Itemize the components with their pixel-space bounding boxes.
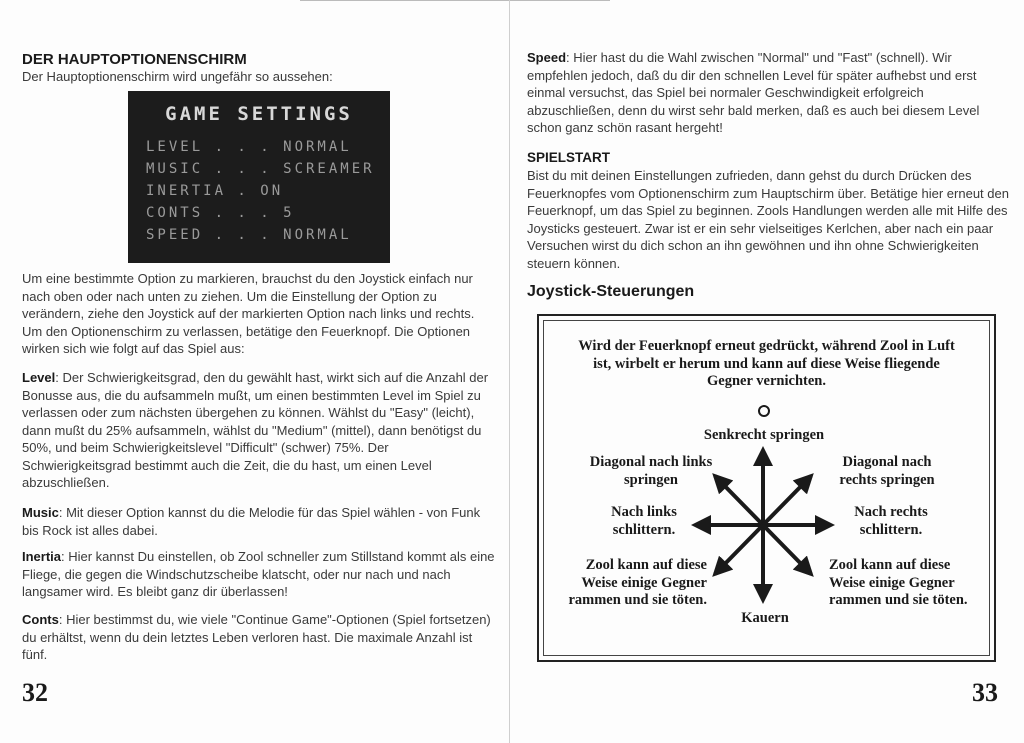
game-screen-line: INERTIA . ON [146,183,284,199]
main-options-heading: DER HAUPTOPTIONENSCHIRM [22,51,247,68]
joystick-diagram [537,314,996,662]
option-text: : Hier bestimmst du, wie viele "Continue Game"-Optionen (Spiel fortsetzen) du erhältst, wenn du dein letztes Leben verloren hast. Die maximale Anzahl ist fünf. [22,612,491,662]
fire-circle-icon [759,406,769,416]
option-text: : Hier hast du die Wahl zwischen "Normal" und "Fast" (schnell). Wir empfehlen jedoch, daß du dir den schnellen Level für später aufhebst und erst einmal versuchst, das Spiel bei normaler Geschwindigkeit erfolgreich abzuschließen, denn du wirst sehr bald merken, daß es auch bei diesem Level schon ganz schön rasant hergeht! [527,50,980,135]
option-conts [22,611,496,664]
arrow-up-right [763,476,811,525]
joystick-heading: Joystick-Steuerungen [527,283,695,300]
arrow-down-right [763,525,811,574]
game-screen-title: GAME SETTINGS [165,103,353,125]
option-term: Inertia [22,549,62,564]
direction-arrows [695,450,831,600]
option-term: Level [22,370,56,385]
label-up-right: Diagonal nach rechts springen [839,454,935,488]
label-left: Nach links schlittern. [611,504,677,538]
label-up: Senkrecht springen [703,427,825,443]
arrow-up-left [715,476,763,525]
game-screen-line: SPEED . . . NORMAL [146,227,352,243]
page-number-left: 32 [22,678,48,707]
option-speed [527,49,1007,137]
label-down-right: Zool kann auf diese Weise einige Gegner rammen und sie töten. [829,557,968,608]
arrow-down-left [715,525,763,574]
option-music [22,504,496,539]
game-screen-line: CONTS . . . 5 [146,205,295,221]
game-screen-line: MUSIC . . . SCREAMER [146,161,375,177]
left-page [0,0,509,743]
label-down: Kauern [741,610,789,626]
option-term: Conts [22,612,59,627]
right-page [510,0,1024,743]
option-text: : Mit dieser Option kannst du die Melodie für das Spiel wählen - von Funk bis Rock ist alles dabei. [22,505,481,538]
page-number-right: 33 [972,678,998,707]
option-term: Music [22,505,59,520]
spielstart-heading: SPIELSTART [527,150,611,165]
label-up-left: Diagonal nach links springen [589,454,713,488]
fire-button-note: Wird der Feuerknopf erneut gedrückt, während Zool in Luft ist, wirbelt er herum und kann auf diese Weise fliegende Gegner vernichten. [578,338,955,389]
option-text: : Der Schwierigkeitsgrad, den du gewählt hast, wirkt sich auf die Anzahl der Bonusse aus, die du aufsammeln mußt, um einen bestimmten Level im Spiel zu verlassen oder zum nächsten übergehen zu können. Wählst du "Easy" (leicht), dann mußt du 25% aufsammeln, wählst du "Medium" (mittel), dann benötigst du 50%, und beim Schwierigkeitslevel "Difficult" (schwer) 75%. Der Schwierigkeitsgrad bestimmt auch die Zeit, die du hast, um einen Level abzuschließen. [22,370,489,490]
option-text: : Hier kannst Du einstellen, ob Zool schneller zum Stillstand kommt als eine Fliege, die gegen die Windschutzscheibe klatscht, oder nur nach und nach langsamer wird. Es bleibt ganz dir überlassen! [22,549,495,599]
game-screen-line: LEVEL . . . NORMAL [146,139,352,155]
label-right: Nach rechts schlittern. [854,504,928,538]
option-inertia [22,548,496,601]
option-level [22,369,496,492]
paragraph-intro-options: Um eine bestimmte Option zu markieren, brauchst du den Joystick einfach nur nach oben oder nach unten zu ziehen. Um die Einstellung der Option zu verändern, ziehe den Joystick auf der markierten Option nach links und rechts. Um den Optionenschirm zu verlassen, betätige den Feuerknopf. Die Optionen wirken sich wie folgt auf das Spiel aus: [22,271,475,356]
spielstart-text: Bist du mit deinen Einstellungen zufrieden, dann gehst du durch Drücken des Feuerknopfes vom Optionenschirm zum Hauptschirm über. Betätige hier erneut den Feuerknopf, um das Spiel zu beginnen. Zools Handlungen werden alle mit Hilfe des Joysticks gesteuert. Zwar ist er ein sehr vielseitiges Kerlchen, aber nach ein paar Versuchen wirst du dich schon an ihn gewöhnen und ihn ohne Schwierigkeiten steuern können. [527,168,1009,271]
option-term: Speed [527,50,567,65]
label-down-left: Zool kann auf diese Weise einige Gegner rammen und sie töten. [568,557,707,608]
intro-text: Der Hauptoptionenschirm wird ungefähr so aussehen: [22,69,333,84]
game-settings-screen [128,91,390,263]
